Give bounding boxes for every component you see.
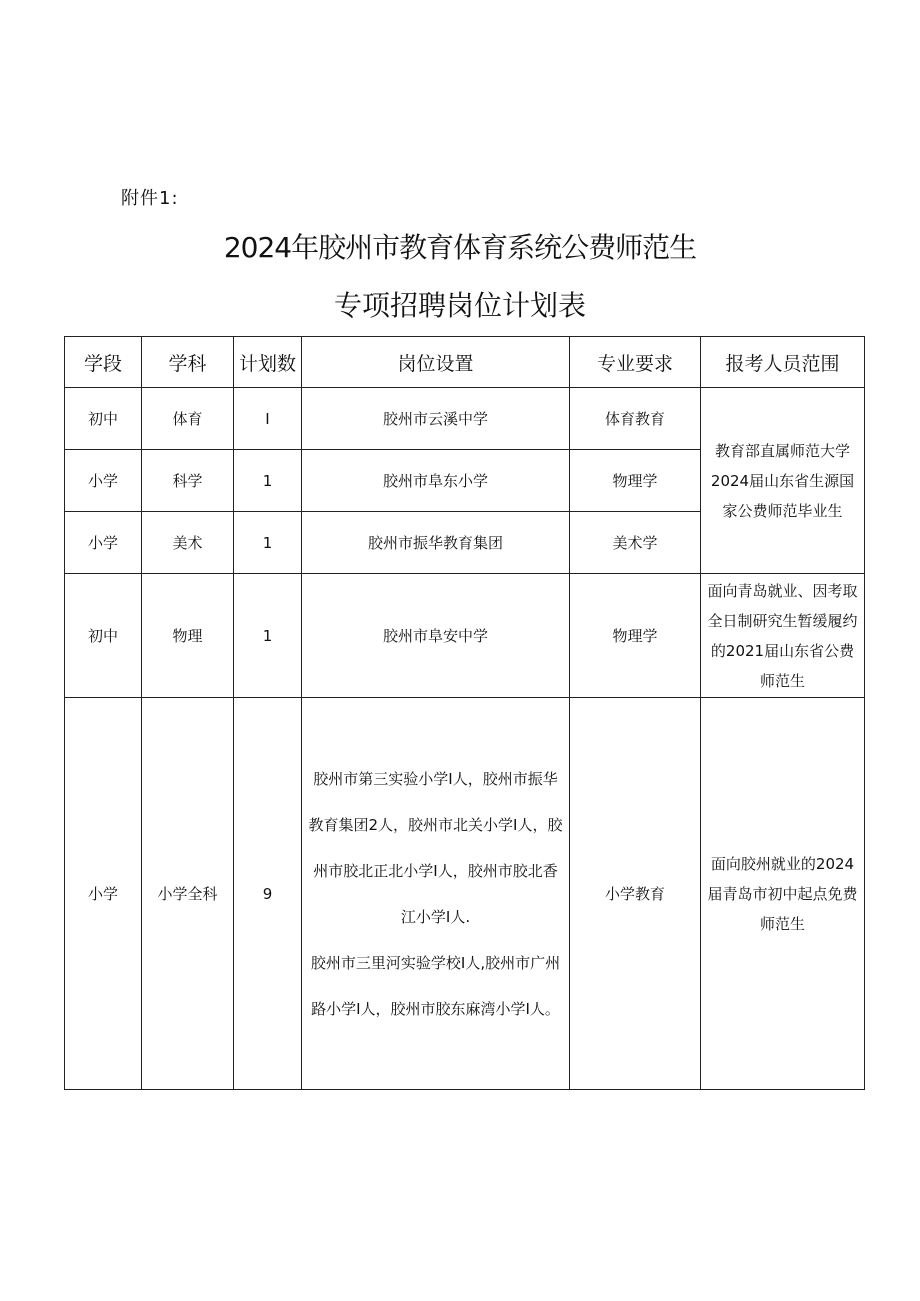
cell-position: 胶州市阜安中学 xyxy=(302,574,570,698)
column-header-stage: 学段 xyxy=(65,337,142,388)
cell-scope: 面向胶州就业的2024届青岛市初中起点免费师范生 xyxy=(701,698,865,1090)
cell-position: 胶州市振华教育集团 xyxy=(302,512,570,574)
table-header-row xyxy=(65,337,865,388)
cell-major: 美术学 xyxy=(570,512,701,574)
cell-count: 9 xyxy=(234,698,302,1090)
cell-count: 1 xyxy=(234,512,302,574)
cell-subject: 科学 xyxy=(142,450,234,512)
table-row xyxy=(65,574,865,698)
cell-stage: 初中 xyxy=(65,574,142,698)
cell-stage: 小学 xyxy=(65,450,142,512)
cell-position: 胶州市云溪中学 xyxy=(302,388,570,450)
page-title-line1: 2024年胶州市教育体育系统公费师范生 xyxy=(223,231,697,264)
cell-scope: 面向青岛就业、因考取全日制研究生暂缓履约的2021届山东省公费师范生 xyxy=(701,574,865,698)
page-title-line2: 专项招聘岗位计划表 xyxy=(333,289,586,322)
cell-position: 胶州市阜东小学 xyxy=(302,450,570,512)
cell-subject: 物理 xyxy=(142,574,234,698)
cell-position xyxy=(302,698,570,1090)
recruitment-plan-table xyxy=(64,336,865,1090)
cell-stage: 初中 xyxy=(65,388,142,450)
column-header-scope: 报考人员范围 xyxy=(701,337,865,388)
cell-major: 体育教育 xyxy=(570,388,701,450)
cell-stage: 小学 xyxy=(65,698,142,1090)
cell-stage: 小学 xyxy=(65,512,142,574)
position-list-part2: 胶州市三里河实验学校I人,胶州市广州路小学I人，胶州市胶东麻湾小学I人。 xyxy=(310,953,561,1018)
cell-count: 1 xyxy=(234,450,302,512)
column-header-major: 专业要求 xyxy=(570,337,701,388)
table-row xyxy=(65,388,865,450)
cell-major: 物理学 xyxy=(570,574,701,698)
cell-subject: 小学全科 xyxy=(142,698,234,1090)
cell-subject: 体育 xyxy=(142,388,234,450)
position-list-part1: 胶州市第三实验小学I人，胶州市振华教育集团2人，胶州市北关小学I人，胶州市胶北正北小学I人，胶州市胶北香江小学I人. xyxy=(308,769,563,926)
column-header-subject: 学科 xyxy=(142,337,234,388)
column-header-count: 计划数 xyxy=(234,337,302,388)
cell-scope: 教育部直属师范大学2024届山东省生源国家公费师范毕业生 xyxy=(701,388,865,574)
cell-subject: 美术 xyxy=(142,512,234,574)
cell-major: 小学教育 xyxy=(570,698,701,1090)
attachment-label: 附件1: xyxy=(121,188,179,209)
cell-count: I xyxy=(234,388,302,450)
cell-count: 1 xyxy=(234,574,302,698)
cell-major: 物理学 xyxy=(570,450,701,512)
column-header-position: 岗位设置 xyxy=(302,337,570,388)
table-row xyxy=(65,698,865,1090)
